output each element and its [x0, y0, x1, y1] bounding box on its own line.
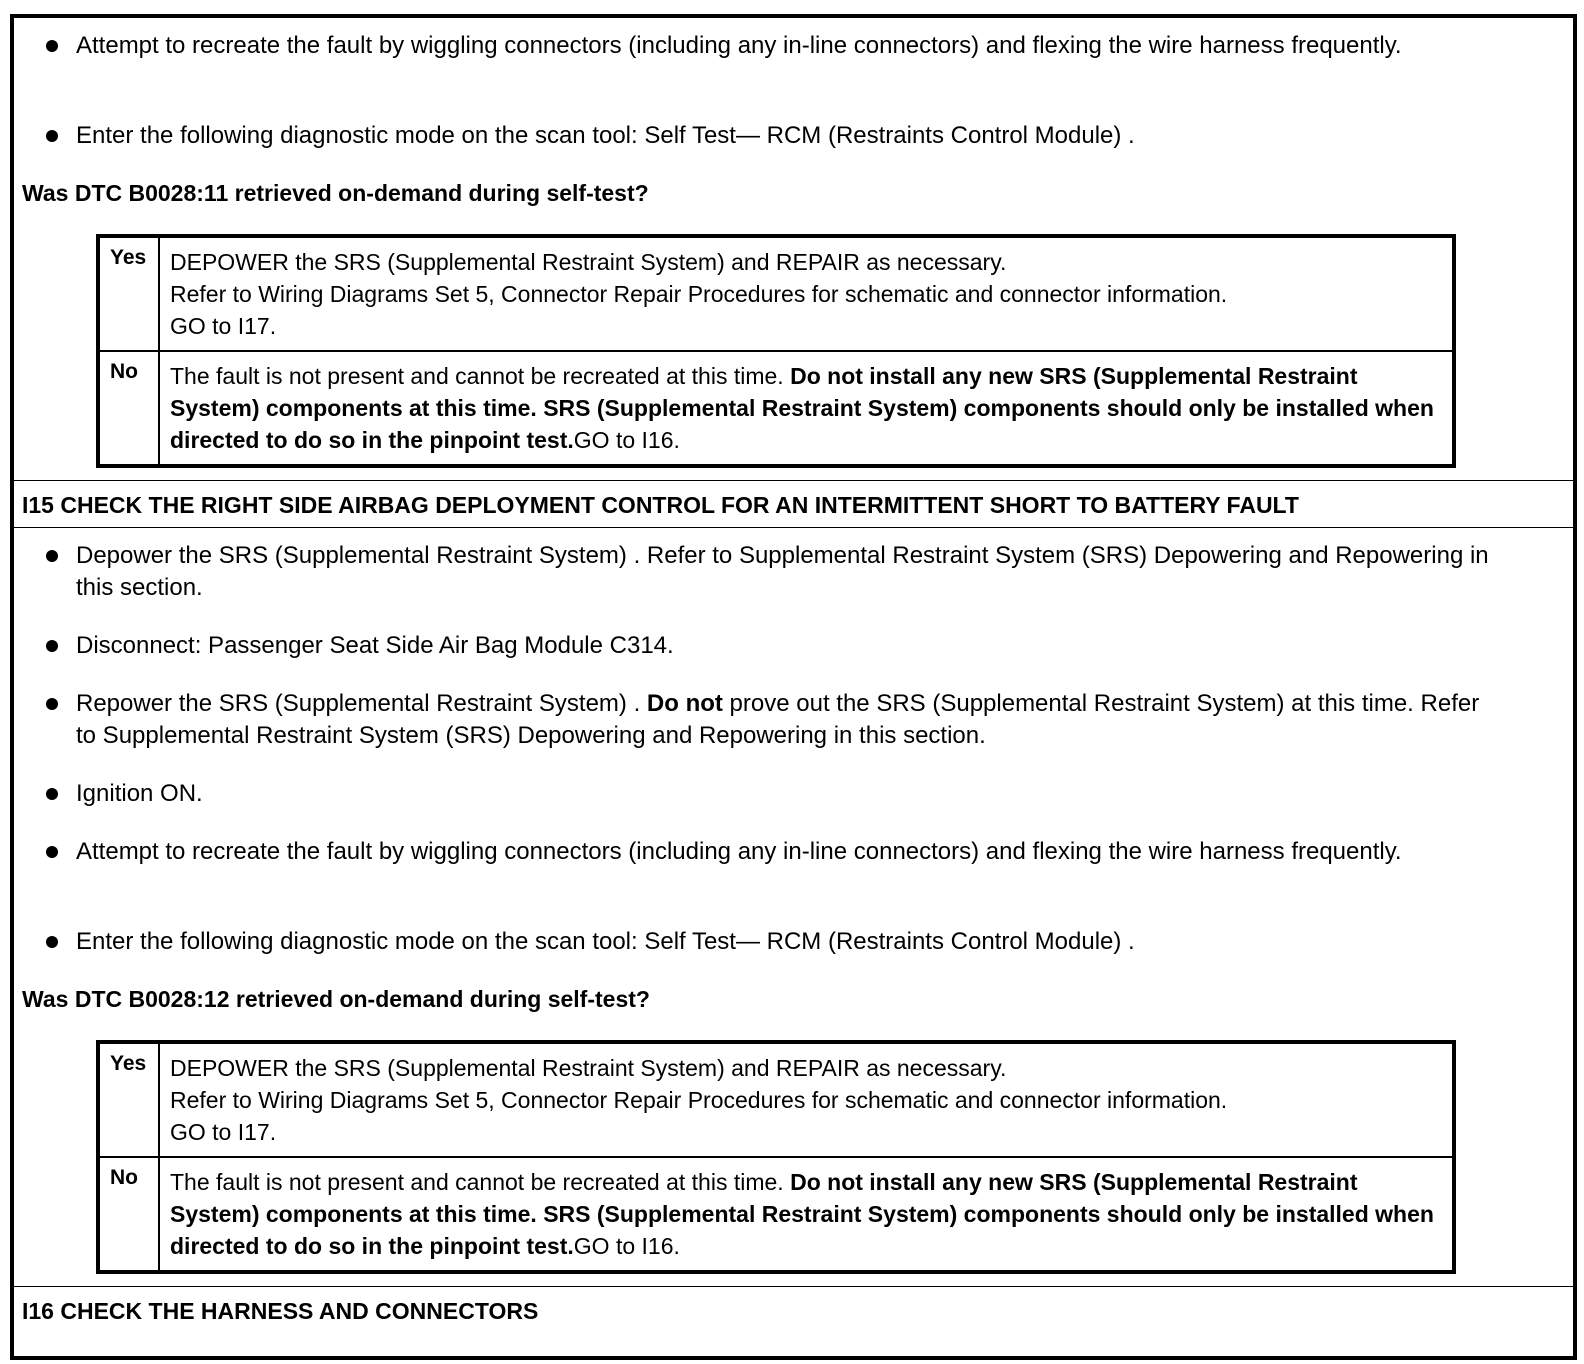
- bullet-icon: [46, 846, 58, 858]
- bullet-text: Attempt to recreate the fault by wiggling connectors (including any in-line connectors) and flexing the wire harness frequently.: [76, 32, 1402, 59]
- bullet-text: [76, 688, 1496, 752]
- yes-line: Refer to Wiring Diagrams Set 5, Connector Repair Procedures for schematic and connector information.: [170, 1087, 1228, 1113]
- step-heading-i15: I15 CHECK THE RIGHT SIDE AIRBAG DEPLOYMENT CONTROL FOR AN INTERMITTENT SHORT TO BATTERY FAULT: [14, 480, 1573, 528]
- yes-body: [170, 238, 1452, 348]
- bullet-text-bold: Do not: [646, 690, 723, 717]
- question-text: Was DTC B0028:11 retrieved on-demand during self-test?: [22, 180, 649, 206]
- yes-line: Refer to Wiring Diagrams Set 5, Connector Repair Procedures for schematic and connector information.: [170, 281, 1228, 307]
- bullet-icon: [46, 550, 58, 562]
- yes-no-table: [96, 1040, 1456, 1274]
- no-warning: Do not install any new SRS (Supplemental Restraint System) components at this time. SRS (Supplemental Restraint System) components should only be installed when directed to do so in the pinpoint test.: [170, 1169, 1434, 1259]
- bullet-text: Disconnect: Passenger Seat Side Air Bag Module C314.: [76, 632, 674, 659]
- question-text: Was DTC B0028:12 retrieved on-demand during self-test?: [22, 986, 650, 1012]
- no-text: The fault is not present and cannot be recreated at this time.: [170, 363, 791, 389]
- bullet-text: Depower the SRS (Supplemental Restraint System) . Refer to Supplemental Restraint System (SRS) Depowering and Repowering in this section.: [76, 542, 1489, 601]
- yes-no-table: [96, 234, 1456, 468]
- no-row: [100, 350, 1452, 464]
- no-label: No: [100, 352, 160, 464]
- bullet-icon: [46, 698, 58, 710]
- no-body: [170, 1158, 1452, 1268]
- bullet-text: Enter the following diagnostic mode on the scan tool: Self Test— RCM (Restraints Control Module) .: [76, 122, 1135, 149]
- document-frame: [10, 14, 1577, 1360]
- no-goto-link[interactable]: GO to I16.: [573, 427, 680, 453]
- yes-label: Yes: [100, 238, 160, 350]
- bullet-text: Enter the following diagnostic mode on the scan tool: Self Test— RCM (Restraints Control Module) .: [76, 928, 1135, 955]
- no-warning: Do not install any new SRS (Supplemental Restraint System) components at this time. SRS (Supplemental Restraint System) components should only be installed when directed to do so in the pinpoint test.: [170, 363, 1434, 453]
- no-row: [100, 1156, 1452, 1270]
- bullet-icon: [46, 788, 58, 800]
- step-heading-i16: I16 CHECK THE HARNESS AND CONNECTORS: [14, 1286, 1573, 1334]
- yes-body: [170, 1044, 1452, 1154]
- no-goto-link[interactable]: GO to I16.: [573, 1233, 680, 1259]
- bullet-text-part: prove out the SRS (Supplemental Restraint System) at this time. Refer to Supplemental Restraint System (SRS) Depowering and Repowering in this section.: [76, 690, 1480, 749]
- no-label: No: [100, 1158, 160, 1270]
- bullet-text-part: Repower the SRS (Supplemental Restraint System) .: [76, 690, 647, 717]
- bullet-icon: [46, 640, 58, 652]
- bullet-text: Ignition ON.: [76, 780, 203, 807]
- yes-line: DEPOWER the SRS (Supplemental Restraint System) and REPAIR as necessary.: [170, 249, 1007, 275]
- no-body: [170, 352, 1452, 462]
- no-text: The fault is not present and cannot be recreated at this time.: [170, 1169, 791, 1195]
- bullet-icon: [46, 40, 58, 52]
- yes-line: DEPOWER the SRS (Supplemental Restraint System) and REPAIR as necessary.: [170, 1055, 1007, 1081]
- yes-goto-link[interactable]: GO to I17.: [170, 313, 277, 339]
- yes-row: [100, 1044, 1452, 1156]
- yes-row: [100, 238, 1452, 350]
- bullet-icon: [46, 936, 58, 948]
- yes-goto-link[interactable]: GO to I17.: [170, 1119, 277, 1145]
- yes-label: Yes: [100, 1044, 160, 1156]
- bullet-text: Attempt to recreate the fault by wiggling connectors (including any in-line connectors) and flexing the wire harness frequently.: [76, 838, 1402, 865]
- bullet-icon: [46, 130, 58, 142]
